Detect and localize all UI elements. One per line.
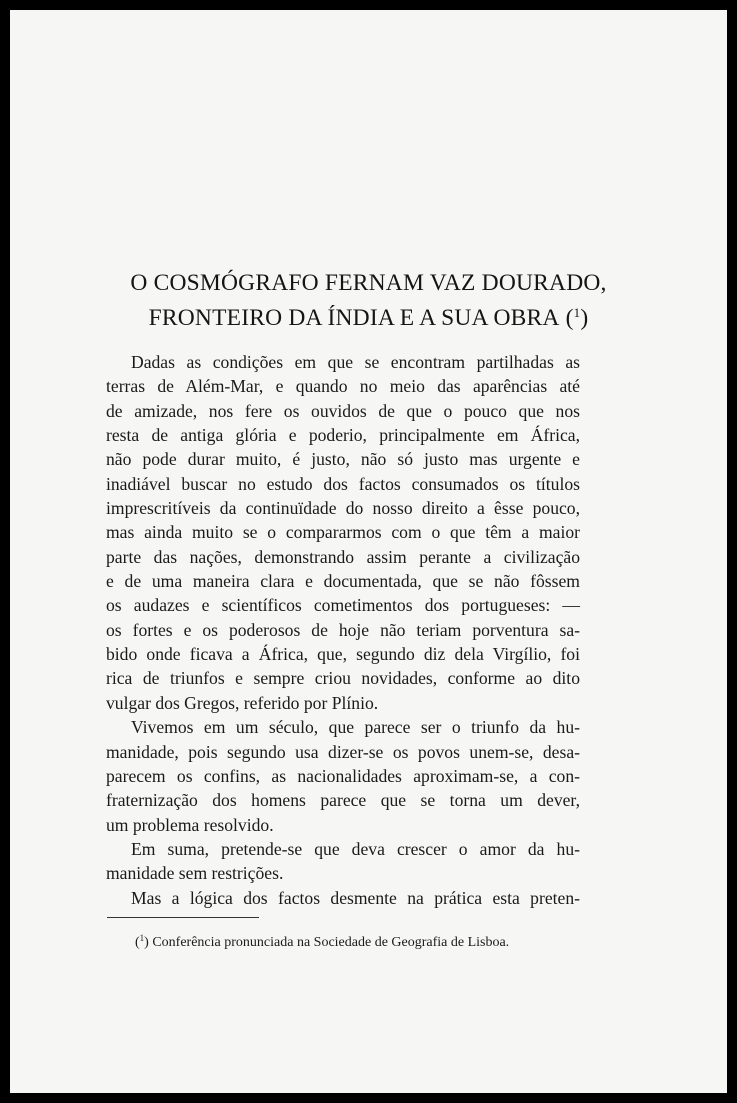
page-title [10,268,727,333]
text-line: mas ainda muito se o compararmos com o que têm a maior [106,522,580,543]
text-line: imprescritíveis da continuïdade do nosso direito a êsse pouco, [106,498,580,519]
text-line: parte das nações, demonstrando assim perante a civilização [106,546,580,567]
text-line: os audazes e scientíficos cometimentos dos portugueses: — [106,595,580,616]
text-line: Em suma, pretende-se que deva crescer o amor da hu- [131,838,580,859]
text-line: rica de triunfos e sempre criou novidades, conforme ao dito [106,668,580,689]
text-line: vulgar dos Gregos, referido por Plínio. [106,692,379,713]
body-text [106,350,580,910]
text-line: manidade sem restrições. [106,863,284,884]
text-line: Dadas as condições em que se encontram partilhadas as [131,352,580,372]
text-line: terras de Além-Mar, e quando no meio das aparências até [106,376,580,397]
text-line: um problema resolvido. [106,814,274,835]
title-line-2-text: FRONTEIRO DA ÍNDIA E A SUA OBRA [148,305,560,331]
text-line: Vivemos em um século, que parece ser o triunfo da hu- [131,717,580,738]
text-line: resta de antiga glória e poderio, principalmente em África, [106,425,580,446]
text-line: de amizade, nos fere os ouvidos de que o pouco que nos [106,400,580,421]
text-line: parecem os confins, as nacionalidades aproximam-se, a con- [106,765,580,786]
text-line: os fortes e os poderosos de hoje não teriam porventura sa- [106,619,580,640]
text-line: Mas a lógica dos factos desmente na prática esta preten- [131,887,580,908]
footnote-text: Conferência pronunciada na Sociedade de Geografia de Lisboa. [152,935,510,950]
footnote: ($^1$) Conferência pronunciada na Sociedade de Geografia de Lisboa. [135,933,510,950]
title-line-2: FRONTEIRO DA ÍNDIA E A SUA OBRA ($^1$) [148,305,589,331]
footnote-mark: 1 [139,933,145,943]
text-line: não pode durar muito, é justo, não só justo mas urgente e [106,449,580,470]
title-footnote-mark: 1 [573,305,581,320]
text-line: e de uma maneira clara e documentada, que se não fôssem [106,571,580,592]
text-line: manidade, pois segundo usa dizer-se os povos unem-se, desa- [106,741,580,762]
text-line: inadiável buscar no estudo dos factos consumados os títulos [106,473,580,494]
text-line: fraternização dos homens parece que se torna um dever, [106,790,580,811]
footnote-divider [107,917,259,918]
document-page [10,10,727,1093]
text-line: bido onde ficava a África, que, segundo diz dela Virgílio, foi [106,644,580,665]
title-line-1: O COSMÓGRAFO FERNAM VAZ DOURADO, [130,270,607,296]
